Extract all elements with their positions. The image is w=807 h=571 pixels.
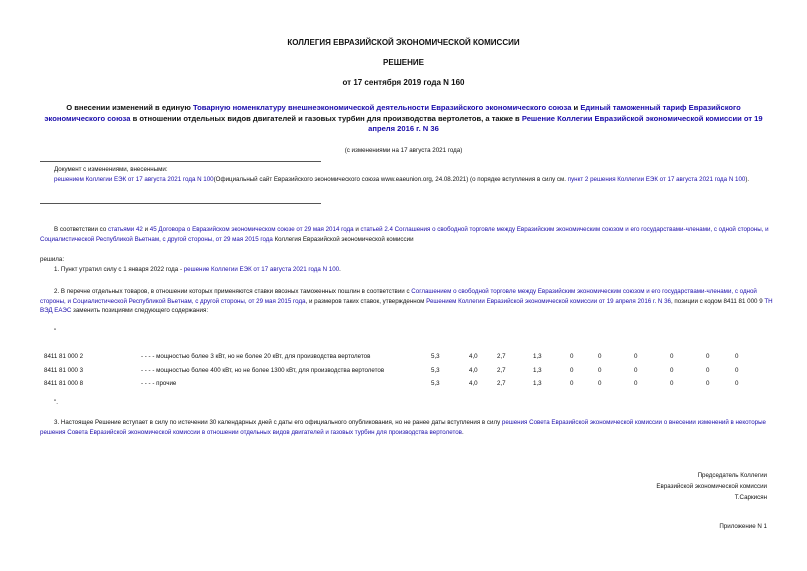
- item1-text: 1. Пункт утратил силу с 1 января 2022 года -: [54, 266, 184, 273]
- row-rate: 0: [570, 367, 574, 374]
- item2-link-decision[interactable]: Решением Коллегии Евразийской экономической комиссии от 19 апреля 2016 г. N 36: [426, 297, 671, 305]
- row-rate: 2,7: [497, 353, 506, 360]
- signature-line2: Евразийской экономической комиссии: [656, 483, 767, 490]
- row-code: 8411 81 000 8: [44, 380, 84, 387]
- signature-line1: Председатель Коллегии: [697, 472, 767, 479]
- row-rate: 0: [735, 380, 739, 387]
- row-rate: 1,3: [533, 367, 542, 374]
- row-rate: 0: [735, 367, 739, 374]
- quote-open: ": [54, 328, 57, 335]
- row-description: - - - - мощностью более 400 кВт, но не более 1300 кВт, для производства вертолетов: [141, 367, 385, 374]
- row-rate: 0: [706, 353, 710, 360]
- row-code: 8411 81 000 3: [44, 367, 84, 374]
- row-rate: 0: [570, 353, 574, 360]
- row-description: - - - - прочие: [141, 380, 177, 387]
- item2-text: , позиции с кодом 8411 81 000 9: [670, 297, 765, 305]
- row-rate: 0: [570, 380, 574, 387]
- row-code: 8411 81 000 2: [44, 353, 84, 360]
- appendix-label: Приложение N 1: [719, 523, 767, 530]
- item2-link-tnved[interactable]: ТН ВЭД ЕАЭС: [40, 297, 773, 315]
- item2-text: , и размеров таких ставок, утвержденном: [305, 297, 427, 305]
- row-rate: 2,7: [497, 380, 506, 387]
- changes-source: (Официальный сайт Евразийского экономического союза www.eaeunion.org, 24.08.2021) (о порядке вступления в силу см.: [213, 176, 568, 183]
- item-2: [40, 287, 774, 316]
- resolved-label: решила:: [40, 256, 65, 263]
- title-link-decision[interactable]: Решение Коллегии Евразийской экономической комиссии от 19 апреля 2016 г. N 36: [368, 113, 763, 133]
- changes-link-item[interactable]: пункт 2 решения Коллегии ЕЭК от 17 августа 2021 года N 100: [567, 176, 746, 183]
- item2-text: 2. В перечне отдельных товаров, в отношении которых применяются ставки ввозных таможенных пошлин в соответствии с: [54, 288, 412, 295]
- title-text: и: [571, 103, 581, 112]
- row-rate: 5,3: [431, 380, 440, 387]
- row-rate: 4,0: [469, 367, 478, 374]
- edition-note: (с изменениями на 17 августа 2021 года): [344, 147, 463, 154]
- row-rate: 0: [706, 367, 710, 374]
- row-rate: 0: [634, 380, 638, 387]
- signature-name: Т.Саркисян: [734, 494, 767, 501]
- preamble: [40, 225, 774, 244]
- row-rate: 0: [634, 353, 638, 360]
- item3-text: 3. Настоящее Решение вступает в силу по истечении 30 календарных дней с даты его официального опубликования, но не ранее даты вступления в силу: [54, 419, 502, 426]
- row-rate: 0: [598, 367, 602, 374]
- preamble-text: и: [353, 226, 361, 233]
- row-rate: 2,7: [497, 367, 506, 374]
- preamble-text: В соответствии со: [54, 226, 108, 233]
- title-text: О внесении изменений в единую: [66, 103, 193, 112]
- row-rate: 0: [670, 353, 674, 360]
- item1-link[interactable]: решение Коллегии ЕЭК от 17 августа 2021 года N 100: [183, 266, 340, 273]
- row-rate: 5,3: [431, 367, 440, 374]
- changes-label: Документ с изменениями, внесенными:: [54, 166, 168, 173]
- quote-close: ".: [54, 399, 58, 406]
- row-rate: 0: [670, 380, 674, 387]
- changes-text: [54, 175, 774, 184]
- row-rate: 0: [706, 380, 710, 387]
- row-rate: 0: [670, 367, 674, 374]
- item-3: [40, 418, 774, 437]
- table-row: [0, 352, 807, 362]
- changes-end: ).: [745, 176, 750, 183]
- item2-text: заменить позициями следующего содержания:: [71, 307, 209, 315]
- title-link-tnved[interactable]: Товарную номенклатуру внешнеэкономической деятельности Евразийского экономического союза: [192, 103, 572, 112]
- divider-top: [40, 161, 321, 162]
- item1-end: .: [339, 266, 341, 273]
- preamble-text: Коллегия Евразийской экономической комиссии: [272, 235, 414, 243]
- table-row: [0, 379, 807, 389]
- row-rate: 0: [634, 367, 638, 374]
- link-art24[interactable]: статьей 2.4 Соглашения о свободной торговле между Евразийским экономическим союзом и его государствами-членами, с одной стороны, и Социалистической Республикой Вьетнам, с другой стороны, от 29 мая 2015 года: [40, 226, 769, 243]
- page-title: [40, 103, 767, 135]
- row-rate: 5,3: [431, 353, 440, 360]
- row-rate: 4,0: [469, 353, 478, 360]
- item2-link-agreement[interactable]: Соглашением о свободной торговле между Евразийским экономическим союзом и его государствами-членами, с одной стороны, и Социалистической Республикой Вьетнам, с другой стороны, от 29 мая 2015 года: [40, 288, 757, 305]
- row-rate: 0: [598, 380, 602, 387]
- row-rate: 0: [598, 353, 602, 360]
- link-art42[interactable]: статьями 42: [107, 226, 143, 233]
- doc-type: РЕШЕНИЕ: [383, 58, 424, 67]
- org-name: КОЛЛЕГИЯ ЕВРАЗИЙСКОЙ ЭКОНОМИЧЕСКОЙ КОМИССИИ: [287, 38, 520, 47]
- item-1: [40, 265, 774, 275]
- divider-bottom: [40, 203, 321, 204]
- title-text: в отношении отдельных видов двигателей и газовых турбин для производства вертолетов, а также в: [130, 113, 522, 123]
- link-art45[interactable]: 45 Договора о Евразийском экономическом союзе от 29 мая 2014 года: [149, 226, 354, 233]
- table-row: [0, 366, 807, 376]
- changes-link-decision[interactable]: решением Коллегии ЕЭК от 17 августа 2021 года N 100: [54, 176, 214, 183]
- row-description: - - - - мощностью более 3 кВт, но не более 20 кВт, для производства вертолетов: [141, 353, 371, 360]
- row-rate: 1,3: [533, 353, 542, 360]
- item3-link[interactable]: решения Совета Евразийской экономической комиссии о внесении изменений в некоторые решения Совета Евразийской экономической комиссии в отношении отдельных видов двигателей и газовых турбин для производства вертолетов: [40, 419, 766, 436]
- row-rate: 4,0: [469, 380, 478, 387]
- doc-date: от 17 сентября 2019 года N 160: [342, 78, 465, 87]
- preamble-text: и: [142, 226, 150, 233]
- row-rate: 0: [735, 353, 739, 360]
- title-link-ett[interactable]: Единый таможенный тариф Евразийского экономического союза: [44, 103, 741, 123]
- item3-end: .: [461, 428, 464, 436]
- row-rate: 1,3: [533, 380, 542, 387]
